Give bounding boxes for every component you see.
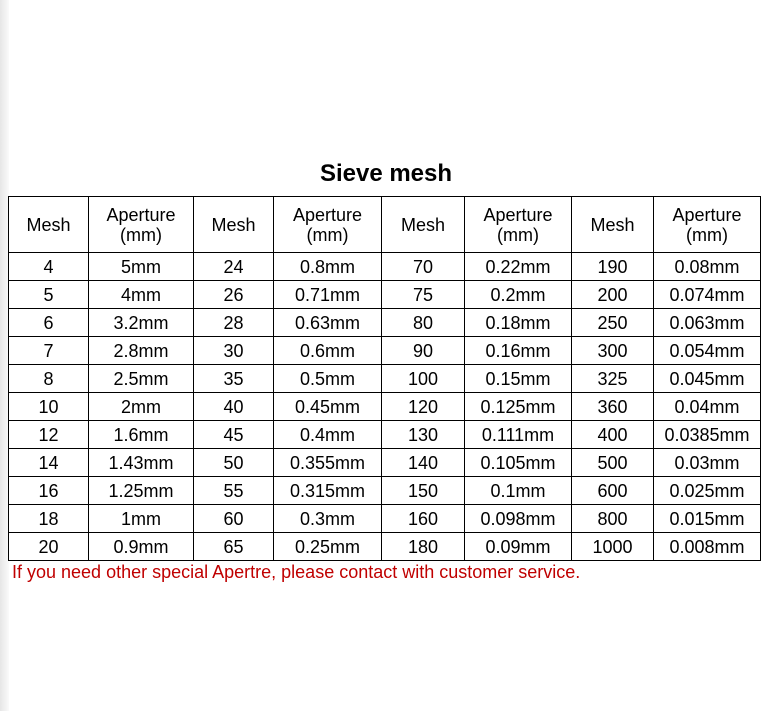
contact-note: If you need other special Apertre, please contact with customer service. [12, 562, 581, 582]
table-row [9, 393, 761, 421]
mesh-cell: 14 [9, 449, 89, 477]
mesh-cell: 7 [9, 337, 89, 365]
aperture-cell: 0.063mm [654, 309, 761, 337]
aperture-cell: 0.15mm [465, 365, 572, 393]
mesh-cell: 80 [382, 309, 465, 337]
table-row [9, 477, 761, 505]
aperture-cell: 0.008mm [654, 533, 761, 561]
mesh-cell: 200 [572, 281, 654, 309]
mesh-cell: 150 [382, 477, 465, 505]
mesh-cell: 16 [9, 477, 89, 505]
aperture-cell: 2.5mm [89, 365, 194, 393]
aperture-cell: 0.45mm [274, 393, 382, 421]
aperture-cell: 0.8mm [274, 253, 382, 281]
mesh-cell: 500 [572, 449, 654, 477]
header-aperture-unit: (mm) [306, 224, 349, 245]
mesh-cell: 180 [382, 533, 465, 561]
aperture-cell: 1.43mm [89, 449, 194, 477]
mesh-cell: 90 [382, 337, 465, 365]
aperture-cell: 0.1mm [465, 477, 572, 505]
aperture-cell: 4mm [89, 281, 194, 309]
header-mesh: Mesh [382, 197, 465, 253]
mesh-cell: 5 [9, 281, 89, 309]
mesh-cell: 60 [194, 505, 274, 533]
table-row [9, 337, 761, 365]
aperture-cell: 0.054mm [654, 337, 761, 365]
aperture-cell: 0.71mm [274, 281, 382, 309]
mesh-cell: 12 [9, 421, 89, 449]
aperture-cell: 0.5mm [274, 365, 382, 393]
mesh-cell: 100 [382, 365, 465, 393]
mesh-cell: 6 [9, 309, 89, 337]
aperture-cell: 3.2mm [89, 309, 194, 337]
aperture-cell: 1.25mm [89, 477, 194, 505]
header-aperture-unit: (mm) [686, 224, 728, 245]
mesh-cell: 26 [194, 281, 274, 309]
table-row [9, 253, 761, 281]
mesh-cell: 140 [382, 449, 465, 477]
table-row [9, 309, 761, 337]
mesh-cell: 20 [9, 533, 89, 561]
aperture-cell: 0.315mm [274, 477, 382, 505]
header-aperture-label: Aperture [483, 204, 553, 225]
mesh-cell: 35 [194, 365, 274, 393]
header-aperture-unit: (mm) [497, 224, 539, 245]
mesh-cell: 800 [572, 505, 654, 533]
aperture-cell: 0.9mm [89, 533, 194, 561]
aperture-cell: 0.08mm [654, 253, 761, 281]
header-aperture-unit: (mm) [120, 224, 162, 245]
page-title: Sieve mesh [319, 160, 453, 187]
aperture-cell: 0.09mm [465, 533, 572, 561]
aperture-cell: 0.025mm [654, 477, 761, 505]
header-row [9, 197, 761, 253]
table-row [9, 365, 761, 393]
mesh-cell: 65 [194, 533, 274, 561]
table-body [9, 253, 761, 561]
table-row [9, 505, 761, 533]
aperture-cell: 2mm [89, 393, 194, 421]
mesh-cell: 40 [194, 393, 274, 421]
aperture-cell: 0.63mm [274, 309, 382, 337]
aperture-cell: 0.03mm [654, 449, 761, 477]
aperture-cell: 0.16mm [465, 337, 572, 365]
header-aperture-label: Aperture [672, 204, 742, 225]
aperture-cell: 0.125mm [465, 393, 572, 421]
mesh-cell: 18 [9, 505, 89, 533]
mesh-cell: 120 [382, 393, 465, 421]
mesh-cell: 30 [194, 337, 274, 365]
aperture-cell: 0.22mm [465, 253, 572, 281]
mesh-cell: 28 [194, 309, 274, 337]
aperture-cell: 0.0385mm [654, 421, 761, 449]
mesh-cell: 70 [382, 253, 465, 281]
table-row [9, 449, 761, 477]
mesh-cell: 10 [9, 393, 89, 421]
mesh-cell: 4 [9, 253, 89, 281]
header-mesh: Mesh [572, 197, 654, 253]
mesh-cell: 75 [382, 281, 465, 309]
aperture-cell: 5mm [89, 253, 194, 281]
aperture-cell: 1.6mm [89, 421, 194, 449]
aperture-cell: 0.355mm [274, 449, 382, 477]
aperture-cell: 0.074mm [654, 281, 761, 309]
header-mesh: Mesh [9, 197, 89, 253]
aperture-cell: 0.2mm [465, 281, 572, 309]
sieve-mesh-table [8, 196, 761, 561]
mesh-cell: 600 [572, 477, 654, 505]
table-row [9, 281, 761, 309]
mesh-cell: 55 [194, 477, 274, 505]
mesh-cell: 24 [194, 253, 274, 281]
header-aperture [465, 197, 572, 253]
mesh-cell: 1000 [572, 533, 654, 561]
aperture-cell: 1mm [89, 505, 194, 533]
aperture-cell: 0.111mm [465, 421, 572, 449]
mesh-cell: 300 [572, 337, 654, 365]
aperture-cell: 0.04mm [654, 393, 761, 421]
header-aperture [274, 197, 382, 253]
header-aperture-label: Aperture [292, 204, 363, 225]
header-aperture [654, 197, 761, 253]
mesh-cell: 45 [194, 421, 274, 449]
mesh-cell: 160 [382, 505, 465, 533]
mesh-cell: 360 [572, 393, 654, 421]
aperture-cell: 0.4mm [274, 421, 382, 449]
aperture-cell: 0.015mm [654, 505, 761, 533]
aperture-cell: 0.3mm [274, 505, 382, 533]
header-mesh: Mesh [194, 197, 274, 253]
table-row [9, 421, 761, 449]
mesh-cell: 130 [382, 421, 465, 449]
mesh-cell: 400 [572, 421, 654, 449]
table-row [9, 533, 761, 561]
mesh-cell: 325 [572, 365, 654, 393]
mesh-cell: 8 [9, 365, 89, 393]
aperture-cell: 0.6mm [274, 337, 382, 365]
mesh-cell: 50 [194, 449, 274, 477]
header-aperture [89, 197, 194, 253]
aperture-cell: 2.8mm [89, 337, 194, 365]
mesh-cell: 250 [572, 309, 654, 337]
aperture-cell: 0.045mm [654, 365, 761, 393]
aperture-cell: 0.105mm [465, 449, 572, 477]
mesh-cell: 190 [572, 253, 654, 281]
aperture-cell: 0.18mm [465, 309, 572, 337]
header-aperture-label: Aperture [106, 204, 176, 225]
aperture-cell: 0.098mm [465, 505, 572, 533]
aperture-cell: 0.25mm [274, 533, 382, 561]
